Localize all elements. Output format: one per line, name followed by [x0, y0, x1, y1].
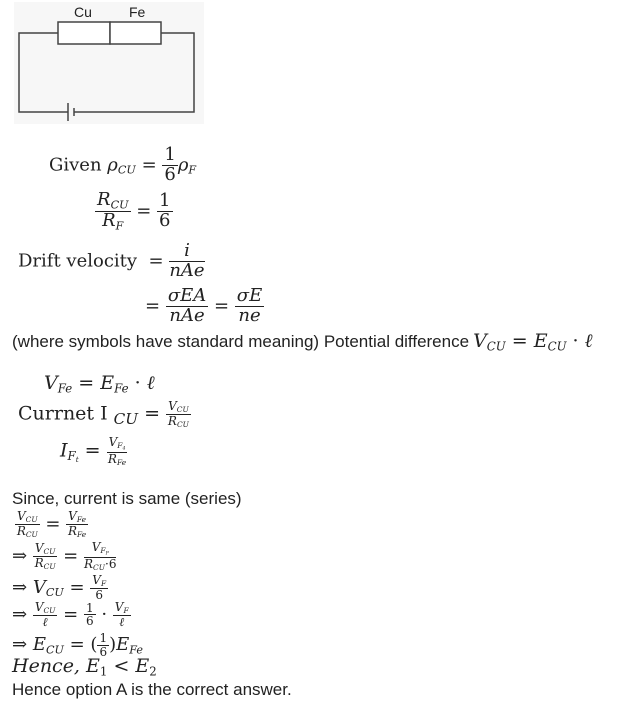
resistance-ratio: $\frac{R_{CU}}{R_F}$ = $\frac{1}{6}$ [97, 189, 171, 233]
since-text: Since, current is same (series) [12, 489, 242, 508]
implies-step-4: ⇒ $E_{CU}$ = ( $\frac{1}{6}$ )$E_{Fe}$ [12, 631, 144, 659]
given-label: Given [49, 154, 102, 176]
drift-velocity-line: Drift velocity = $\frac{i}{\text{nAe}}$ [18, 240, 205, 281]
cu-label: Cu [74, 4, 92, 20]
cu-resistor [58, 22, 110, 44]
symbols-note: (where symbols have standard meaning) Potential difference [12, 332, 470, 351]
series-equality: $\frac{V_{CU}}{R_{CU}}$ = $\frac{V_{Fe}}{R_{Fe}}$ [16, 509, 87, 540]
conclusion-text: Hence option A is the correct answer. [12, 680, 292, 699]
current-cu-line: Currnet I $_{CU}$ = $\frac{V_{CU}}{R_{CU}}$ [18, 399, 189, 430]
circuit-diagram [14, 2, 204, 124]
given-line: Given $\rho_{CU}$ = $\frac{1}{6}$ $\rho_F$ [49, 144, 197, 185]
implies-step-3: ⇒ $\frac{V_{CU}}{\text{ℓ}}$ = $\frac{1}{6}$ · $\frac{V_F}{\text{ℓ}}$ [12, 600, 129, 630]
fe-label: Fe [129, 4, 146, 20]
current-label: Currnet I [18, 402, 108, 425]
potential-difference-line: (where symbols have standard meaning) Potential difference $V_{CU} = E_{CU}$ · ℓ [12, 330, 593, 354]
implies-step-2: ⇒ $V_{CU}$ = $\frac{V_F}{6}$ [12, 573, 107, 603]
drift-velocity-continued: = $\frac{\text{σEA}}{\text{nAe}}$ = $\frac{\sigma E}{ne}$ [145, 285, 263, 326]
hence-result: Hence, $E_1 < E_2$ [12, 655, 157, 679]
fe-resistor [110, 22, 161, 44]
current-fe-line: $I_{F_t}$ = $\frac{V_{F_4}}{R_{Fe}}$ [60, 435, 127, 468]
hence-italic: Hence, [12, 655, 80, 677]
drift-label: Drift velocity [18, 250, 138, 272]
v-fe-equation: $V_{Fe} = E_{Fe}$ · ℓ [44, 372, 155, 396]
implies-step-1: ⇒ $\frac{V_{CU}}{R_{CU}}$ = $\frac{V_{F_P}}{R_{CU}\cdot 6}$ [12, 540, 117, 573]
